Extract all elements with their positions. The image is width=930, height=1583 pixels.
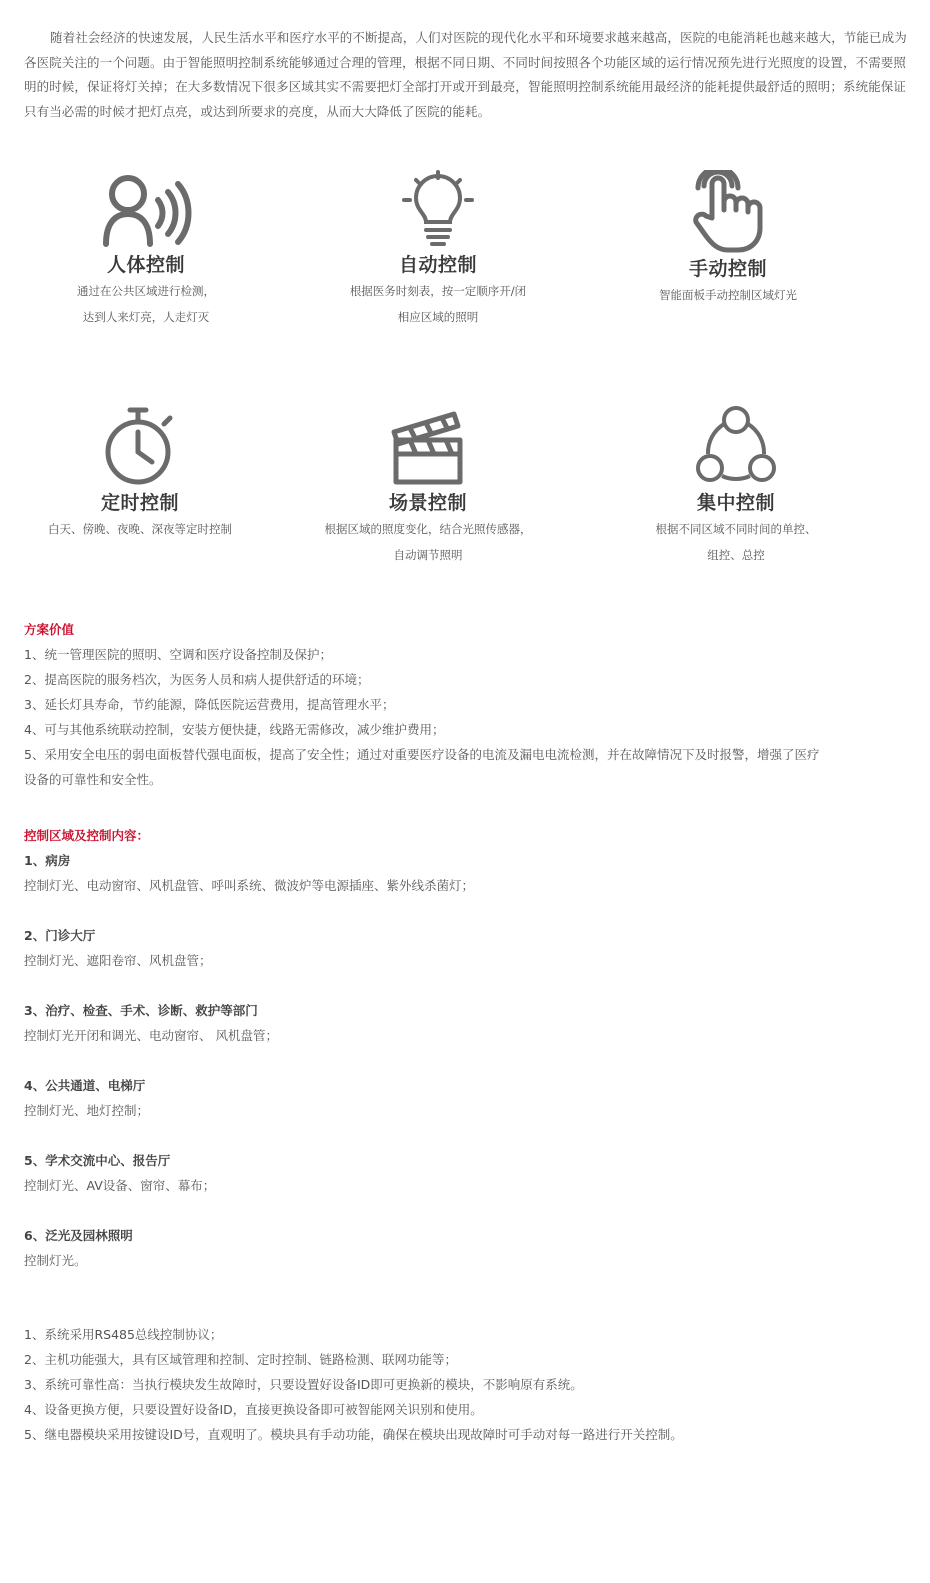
- area-content: 控制灯光、AV设备、窗帘、幕布；: [24, 1178, 216, 1193]
- intro-paragraph: 随着社会经济的快速发展，人民生活水平和医疗水平的不断提高，人们对医院的现代化水平和环境要求越来越高，医院的电能消耗也越来越大，节能已成为各医院关注的一个问题。由于智能照明控制系统能够通过合理的管理，根据不同日期、不同时间按照各个功能区域的运行情况预先进行光照度的设置，不需要照明的时候，保证将灯关掉；在大多数情况下很多区域其实不需要把灯全部打开或开到最亮，智能照明控制系统能用最经济的能耗提供最舒适的照明；系统能保证只有当必需的时候才把灯点亮，或达到所要求的亮度，从而大大降低了医院的能耗。: [24, 30, 907, 119]
- area-content: 控制灯光、电动窗帘、风机盘管、呼叫系统、微波炉等电源插座、紫外线杀菌灯；: [24, 878, 475, 893]
- feature-desc-line1: 根据不同区域不同时间的单控、: [655, 522, 817, 536]
- feature-desc-line2: 组控、总控: [707, 548, 765, 562]
- list-item: 1、统一管理医院的照明、空调和医疗设备控制及保护；: [24, 647, 332, 662]
- list-item: 3、系统可靠性高：当执行模块发生故障时，只要设置好设备ID即可更换新的模块，不影响原有系统。: [24, 1377, 583, 1392]
- solution-value-section: [24, 617, 914, 792]
- area-title: 1、病房: [24, 853, 71, 868]
- feature-timer-control: [20, 404, 260, 542]
- area-block: [24, 1148, 914, 1223]
- feature-desc-line1: 白天、傍晚、夜晚、深夜等定时控制: [48, 522, 232, 536]
- area-title: 3、治疗、检查、手术、诊断、救护等部门: [24, 1003, 258, 1018]
- area-title: 4、公共通道、电梯厅: [24, 1078, 146, 1093]
- feature-title: 手动控制: [688, 258, 767, 280]
- feature-desc-line2: 相应区域的照明: [397, 310, 479, 324]
- feature-manual-control: [608, 170, 848, 308]
- feature-title: 集中控制: [696, 492, 775, 514]
- feature-title: 场景控制: [388, 492, 467, 514]
- area-content: 控制灯光、地灯控制；: [24, 1103, 150, 1118]
- area-content: 控制灯光。: [24, 1253, 87, 1268]
- lightbulb-icon: [398, 170, 478, 250]
- area-block: [24, 923, 914, 998]
- feature-desc-line1: 根据区域的照度变化，结合光照传感器，: [324, 522, 532, 536]
- control-areas-section: [24, 823, 914, 1298]
- list-item: 4、设备更换方便，只要设置好设备ID，直接更换设备即可被智能网关识别和使用。: [24, 1402, 483, 1417]
- feature-desc-line1: 根据医务时刻表，按一定顺序开/闭: [349, 284, 527, 298]
- feature-desc-line2: 达到人来灯亮，人走灯灭: [82, 310, 210, 324]
- feature-scene-control: [308, 404, 548, 568]
- list-item: 2、提高医院的服务档次，为医务人员和病人提供舒适的环境；: [24, 672, 370, 687]
- person-sensor-icon: [98, 170, 194, 250]
- section-heading: 方案价值: [24, 622, 75, 637]
- list-item: 3、延长灯具寿命，节约能源，降低医院运营费用，提高管理水平；: [24, 697, 395, 712]
- list-item: 5、继电器模块采用按键设ID号，直观明了。模块具有手动功能，确保在模块出现故障时可手动对每一路进行开关控制。: [24, 1427, 683, 1442]
- feature-title: 人体控制: [106, 254, 185, 276]
- feature-title: 自动控制: [398, 254, 477, 276]
- area-content: 控制灯光、遮阳卷帘、风机盘管；: [24, 953, 212, 968]
- stopwatch-icon: [100, 404, 180, 488]
- feature-central-control: [616, 404, 856, 568]
- feature-auto-control: [318, 170, 558, 330]
- section-heading: 控制区域及控制内容：: [24, 828, 150, 843]
- area-block: [24, 1223, 914, 1298]
- list-item: 2、主机功能强大，具有区域管理和控制、定时控制、链路检测、联网功能等；: [24, 1352, 457, 1367]
- area-title: 6、泛光及园林照明: [24, 1228, 133, 1243]
- hand-pointer-icon: [688, 170, 768, 254]
- area-title: 2、门诊大厅: [24, 928, 96, 943]
- feature-desc-line1: 智能面板手动控制区域灯光: [659, 288, 797, 302]
- area-block: [24, 1073, 914, 1148]
- area-block: [24, 848, 914, 923]
- feature-title: 定时控制: [100, 492, 179, 514]
- feature-desc-line2: 自动调节照明: [393, 548, 463, 562]
- area-block: [24, 998, 914, 1073]
- area-title: 5、学术交流中心、报告厅: [24, 1153, 171, 1168]
- feature-human-control: [26, 170, 266, 330]
- list-item: 1、系统采用RS485总线控制协议；: [24, 1327, 223, 1342]
- list-item: 5、采用安全电压的弱电面板替代强电面板，提高了安全性；通过对重要医疗设备的电流及漏电电流检测，并在故障情况下及时报警，增强了医疗: [24, 747, 820, 762]
- list-item: 设备的可靠性和安全性。: [24, 772, 162, 787]
- network-nodes-icon: [694, 404, 778, 488]
- area-content: 控制灯光开闭和调光、电动窗帘、 风机盘管；: [24, 1028, 278, 1043]
- clapperboard-icon: [388, 404, 468, 488]
- list-item: 4、可与其他系统联动控制，安装方便快捷，线路无需修改，减少维护费用；: [24, 722, 445, 737]
- system-features-section: [24, 1322, 914, 1447]
- feature-desc-line1: 通过在公共区域进行检测，: [77, 284, 215, 298]
